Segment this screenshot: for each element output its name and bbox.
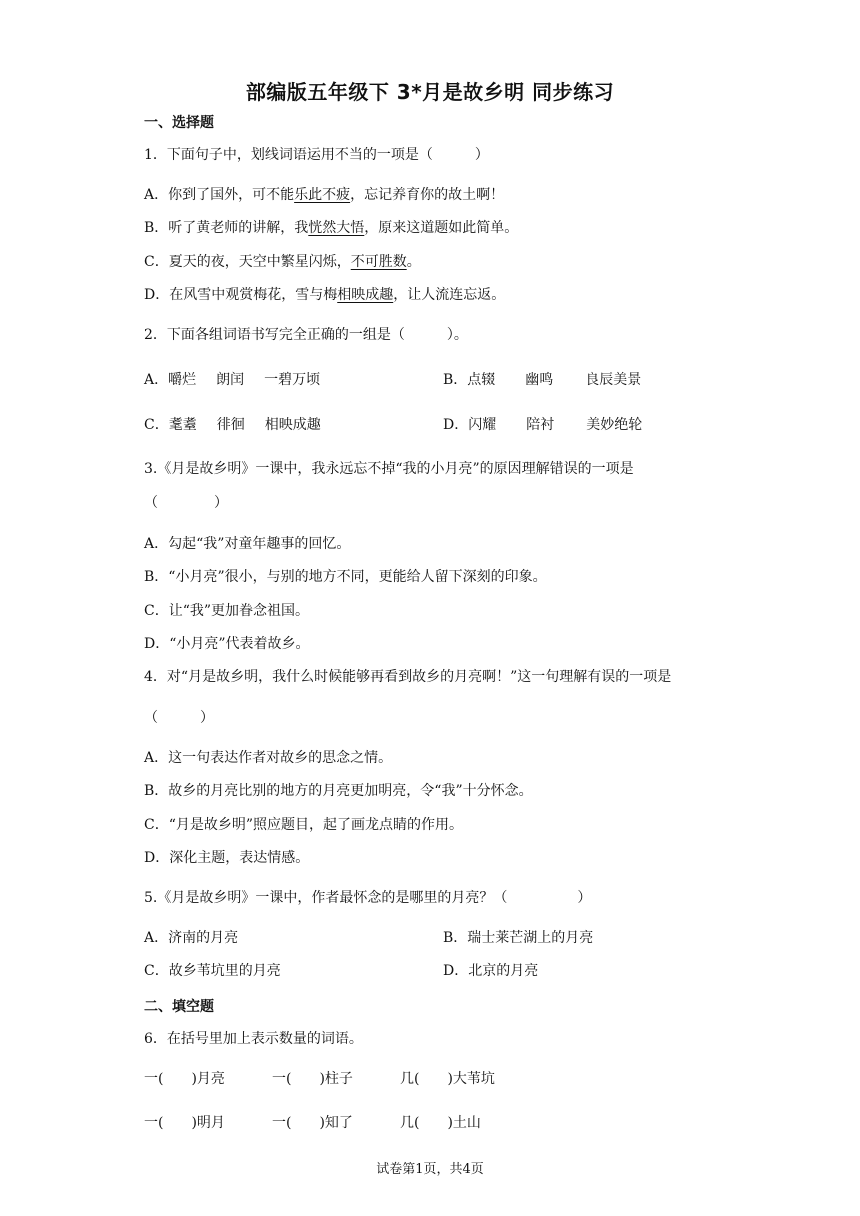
option-text: ，忘记养育你的故土啊！ [350,187,505,203]
option-label: D． [443,417,469,433]
option-word: 徘徊 [216,417,245,433]
question-5-option-c: C．故乡苇坑里的月亮 [144,963,281,979]
option-text: 。 [406,254,421,270]
question-5-option-a: A．济南的月亮 [144,930,239,946]
question-4-option-d: D．深化主题，表达情感。 [144,850,310,866]
section-heading-fill: 二、填空题 [144,999,214,1015]
option-text: D．在风雪中观赏梅花，雪与梅 [144,287,338,303]
option-word: 朗闰 [216,372,245,388]
option-text: B．听了黄老师的讲解，我 [144,220,309,236]
question-1-option-a [144,186,504,204]
question-6-blank: 几( )大苇坑 [400,1071,495,1087]
question-5-option-d: D．北京的月亮 [443,963,539,979]
question-3-stem: 3.《月是故乡明》一课中，我永远忘不掉“我的小月亮”的原因理解错误的一项是 [144,461,634,477]
question-3-option-c: C．让“我”更加眷念祖国。 [144,603,310,619]
question-6-blank: 一( )知了 [272,1115,353,1131]
option-label: A． [144,372,169,388]
question-3-option-d: D．“小月亮”代表着故乡。 [144,636,310,652]
question-1-option-d [144,286,505,304]
option-word: 耄耋 [168,417,197,433]
option-label: C． [144,417,169,433]
option-text: A．你到了国外，可不能 [144,187,295,203]
underlined-word: 相映成趣 [337,287,394,303]
question-5-option-b: B．瑞士莱芒湖上的月亮 [443,930,594,946]
option-text: C．夏天的夜，天空中繁星闪烁， [144,254,351,270]
option-word: 幽鸣 [525,372,554,388]
option-text: ，让人流连忘返。 [393,287,506,303]
question-6-blank: 一( )月亮 [144,1071,225,1087]
option-word: 点辍 [467,372,496,388]
option-word: 闪耀 [468,417,497,433]
question-2-option-d [443,416,642,434]
question-4-option-a: A．这一句表达作者对故乡的思念之情。 [144,750,393,766]
question-6-blank: 一( )柱子 [272,1071,353,1087]
question-1-option-b [144,219,518,237]
question-4-answer-paren: （ ） [144,710,214,726]
question-2-option-b [443,371,641,389]
option-word: 陪衬 [526,417,555,433]
option-word: 美妙绝轮 [586,417,643,433]
underlined-word: 乐此不疲 [294,187,351,203]
question-1-stem: 1．下面句子中，划线词语运用不当的一项是（ ） [144,147,489,163]
option-word: 良辰美景 [585,372,642,388]
question-2-option-a [144,371,320,389]
option-text: ，原来这道题如此简单。 [364,220,519,236]
question-5-stem: 5.《月是故乡明》一课中，作者最怀念的是哪里的月亮？（ ） [144,890,592,906]
question-4-option-b: B．故乡的月亮比别的地方的月亮更加明亮，令“我”十分怀念。 [144,783,533,799]
question-1-option-c [144,253,421,271]
underlined-word: 不可胜数 [350,254,407,270]
option-label: B． [443,372,468,388]
option-word: 相映成趣 [264,417,321,433]
option-word: 一碧万顷 [264,372,321,388]
underlined-word: 恍然大悟 [308,220,365,236]
question-3-option-b: B．“小月亮”很小，与别的地方不同，更能给人留下深刻的印象。 [144,569,547,585]
page-footer: 试卷第1页，共4页 [376,1162,484,1177]
question-4-option-c: C．“月是故乡明”照应题目，起了画龙点睛的作用。 [144,817,464,833]
question-4-stem: 4．对“月是故乡明，我什么时候能够再看到故乡的月亮啊！”这一句理解有误的一项是 [144,669,672,685]
page-title: 部编版五年级下 3*月是故乡明 同步练习 [245,80,615,104]
section-heading-choice: 一、选择题 [144,115,214,131]
question-2-stem: 2．下面各组词语书写完全正确的一组是（ ）。 [144,327,468,343]
question-3-answer-paren: （ ） [144,495,228,511]
question-3-option-a: A．勾起“我”对童年趣事的回忆。 [144,536,351,552]
question-6-stem: 6．在括号里加上表示数量的词语。 [144,1031,363,1047]
question-6-blank: 一( )明月 [144,1115,225,1131]
option-word: 嚼烂 [168,372,197,388]
question-2-option-c [144,416,321,434]
question-6-blank: 几( )土山 [400,1115,481,1131]
